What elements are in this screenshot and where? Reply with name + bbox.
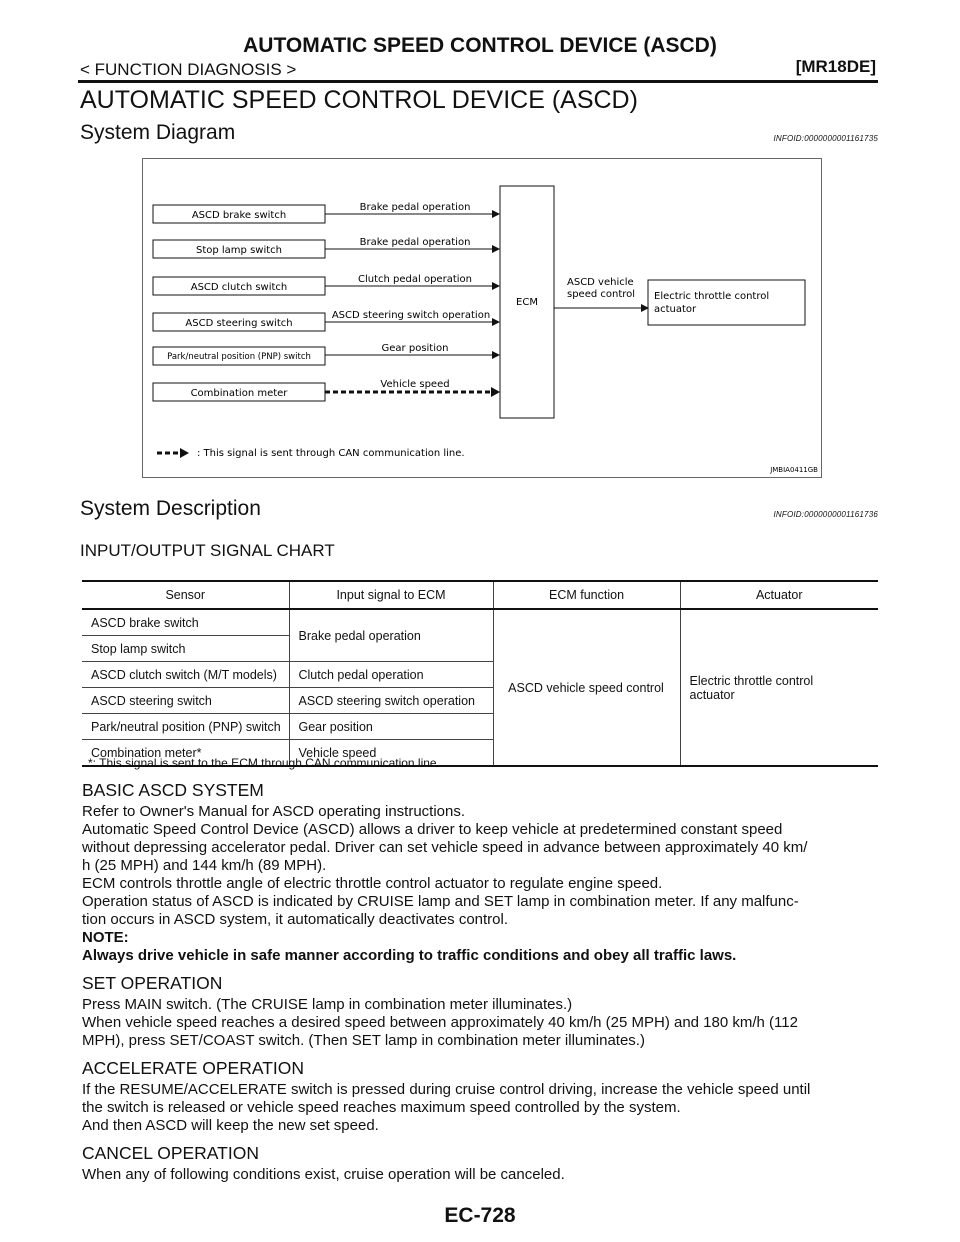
- table-row: [82, 609, 878, 636]
- can-legend-text: : This signal is sent through CAN communication line.: [197, 448, 465, 459]
- table-cell-sensor: ASCD steering switch: [82, 688, 289, 714]
- header-engine-code: [MR18DE]: [795, 57, 876, 76]
- set-paragraph-1: Press MAIN switch. (The CRUISE lamp in combination meter illuminates.): [82, 996, 573, 1013]
- header-title: AUTOMATIC SPEED CONTROL DEVICE (ASCD): [243, 34, 717, 57]
- basic-paragraph-4b: tion occurs in ASCD system, it automatically deactivates control.: [82, 911, 509, 928]
- input-signal-6: Vehicle speed: [380, 379, 450, 390]
- table-cell-sensor: Stop lamp switch: [82, 636, 289, 662]
- table-cell-actuator: [680, 609, 878, 766]
- table-header: Input signal to ECM: [289, 581, 493, 609]
- input-signal-5: Gear position: [381, 343, 449, 354]
- cancel-paragraph-1: When any of following conditions exist, cruise operation will be canceled.: [82, 1166, 565, 1183]
- table-cell-function: ASCD vehicle speed control: [493, 609, 680, 766]
- table-cell-sensor: Park/neutral position (PNP) switch: [82, 714, 289, 740]
- system-diagram: [142, 158, 822, 478]
- actuator-label-line1: Electric throttle control: [654, 291, 770, 302]
- figure-id: JMBIA0411GB: [770, 466, 818, 474]
- input-row-3: [153, 274, 499, 295]
- table-cell-signal: Brake pedal operation: [289, 609, 493, 662]
- table-cell-sensor: ASCD clutch switch (M/T models): [82, 662, 289, 688]
- input-row-6: [153, 379, 500, 401]
- input-switch-5: Park/neutral position (PNP) switch: [167, 352, 311, 362]
- basic-paragraph-2b: without depressing accelerator pedal. Driver can set vehicle speed in advance between approximately 40 km/: [82, 839, 808, 856]
- input-row-5: [153, 343, 499, 365]
- page-title: AUTOMATIC SPEED CONTROL DEVICE (ASCD): [80, 86, 638, 114]
- io-chart-title: INPUT/OUTPUT SIGNAL CHART: [80, 541, 335, 560]
- table-cell-signal: Clutch pedal operation: [289, 662, 493, 688]
- table-cell-signal: ASCD steering switch operation: [289, 688, 493, 714]
- accelerate-paragraph-1b: the switch is released or vehicle speed reaches maximum speed controlled by the system.: [82, 1099, 681, 1116]
- basic-paragraph-1: Refer to Owner's Manual for ASCD operating instructions.: [82, 803, 466, 820]
- table-footnote: *: This signal is sent to the ECM through CAN communication line: [88, 756, 437, 770]
- table-header: ECM function: [493, 581, 680, 609]
- input-signal-4: ASCD steering switch operation: [331, 310, 491, 321]
- basic-paragraph-2c: h (25 MPH) and 144 km/h (89 MPH).: [82, 857, 327, 874]
- actuator-block: [648, 280, 805, 325]
- table-header: Sensor: [82, 581, 289, 609]
- input-row-4: [153, 310, 499, 331]
- set-paragraph-2b: MPH), press SET/COAST switch. (Then SET lamp in combination meter illuminates.): [82, 1032, 645, 1049]
- header-rule: [78, 80, 878, 83]
- set-operation-title: SET OPERATION: [82, 973, 223, 993]
- table-cell-signal: Gear position: [289, 714, 493, 740]
- set-paragraph-2a: When vehicle speed reaches a desired speed between approximately 40 km/h (25 MPH) and 180 km/h (112: [82, 1014, 798, 1031]
- accelerate-operation-title: ACCELERATE OPERATION: [82, 1058, 305, 1078]
- ecm-label: ECM: [516, 297, 538, 308]
- page-number: EC-728: [444, 1204, 516, 1227]
- io-signal-table: [82, 580, 878, 767]
- header-section-label: < FUNCTION DIAGNOSIS >: [80, 60, 297, 79]
- input-signal-1: Brake pedal operation: [359, 202, 471, 213]
- actuator-line2: actuator: [689, 687, 735, 702]
- table-header-row: [82, 581, 878, 609]
- system-diagram-svg: [143, 159, 821, 477]
- basic-paragraph-3: ECM controls throttle angle of electric throttle control actuator to regulate engine speed.: [82, 875, 663, 892]
- input-switch-1: ASCD brake switch: [191, 210, 287, 221]
- system-diagram-info-id: INFOID:0000000001161735: [773, 134, 878, 143]
- actuator-label-line2: actuator: [654, 304, 697, 315]
- note-text: Always drive vehicle in safe manner according to traffic conditions and obey all traffic laws.: [82, 947, 737, 964]
- input-row-1: [153, 202, 499, 223]
- input-switch-6: Combination meter: [190, 388, 288, 399]
- input-signal-3: Clutch pedal operation: [358, 274, 472, 285]
- input-signal-2: Brake pedal operation: [359, 237, 471, 248]
- system-description-title: System Description: [80, 497, 261, 520]
- output-label-line1: ASCD vehicle: [567, 277, 634, 288]
- accelerate-paragraph-2: And then ASCD will keep the new set speed.: [82, 1117, 379, 1134]
- system-diagram-title: System Diagram: [80, 121, 236, 144]
- table-header: Actuator: [680, 581, 878, 609]
- basic-paragraph-2a: Automatic Speed Control Device (ASCD) allows a driver to keep vehicle at predetermined constant speed: [82, 821, 783, 838]
- input-switch-3: ASCD clutch switch: [190, 282, 288, 293]
- table-cell-sensor: Combination meter*: [82, 740, 289, 767]
- input-row-2: [153, 237, 499, 258]
- cancel-operation-title: CANCEL OPERATION: [82, 1143, 259, 1163]
- note-label: NOTE:: [82, 929, 129, 946]
- input-switch-2: Stop lamp switch: [195, 245, 283, 256]
- table-cell-sensor: ASCD brake switch: [82, 609, 289, 636]
- system-description-info-id: INFOID:0000000001161736: [773, 510, 878, 519]
- accelerate-paragraph-1a: If the RESUME/ACCELERATE switch is pressed during cruise control driving, increase the vehicle speed until: [82, 1081, 811, 1098]
- actuator-line1: Electric throttle control: [689, 673, 814, 688]
- input-switch-4: ASCD steering switch: [185, 318, 293, 329]
- basic-ascd-title: BASIC ASCD SYSTEM: [82, 780, 264, 800]
- output-label-line2: speed control: [567, 289, 636, 300]
- basic-paragraph-4a: Operation status of ASCD is indicated by CRUISE lamp and SET lamp in combination meter. If any malfunc-: [82, 893, 799, 910]
- table-cell-signal: Vehicle speed: [289, 740, 493, 767]
